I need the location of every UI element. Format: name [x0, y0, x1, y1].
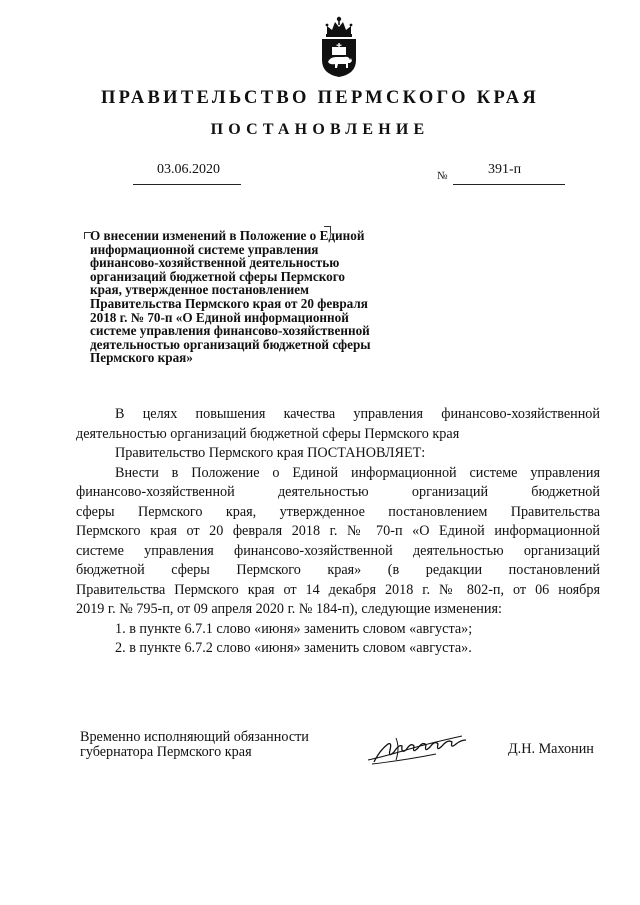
subject-line: информационной системе управления	[90, 241, 319, 257]
body-line: сферы Пермского края, утвержденное постановлением Правительства	[76, 503, 600, 520]
signatory-role	[80, 730, 309, 760]
signatory-role-line: губернатора Пермского края	[80, 744, 252, 760]
signatory-role-line: Временно исполняющий обязанности	[80, 729, 309, 745]
body-line: системе управления финансово-хозяйственной деятельностью организаций	[76, 542, 600, 559]
body-line: Правительства Пермского края от 14 декабря 2018 г. № 802-п, от 06 ноября	[76, 581, 600, 598]
document-subject	[90, 229, 430, 365]
document-date: 03.06.2020	[157, 162, 220, 177]
subject-line: О внесении изменений в Положение о Единой	[90, 228, 365, 243]
body-line: Пермского края от 20 февраля 2018 г. № 70-п «О Единой информационной	[76, 523, 600, 539]
body-line: деятельностью организаций бюджетной сферы Пермского края	[76, 425, 460, 442]
handwritten-signature-icon	[366, 732, 470, 766]
subject-line: края, утвержденное постановлением	[90, 282, 310, 298]
subject-line: 2018 г. № 70-п «О Единой информационной	[90, 309, 349, 325]
document-type: ПОСТАНОВЛЕНИЕ	[210, 121, 430, 138]
body-line: бюджетной сферы Пермского края» (в редакции постановлений	[76, 562, 600, 578]
coat-of-arms-icon	[318, 14, 360, 78]
date-field	[133, 162, 241, 185]
document-body	[76, 405, 600, 659]
subject-line: организаций бюджетной сферы Пермского	[90, 268, 346, 284]
body-line: 1. в пункте 6.7.1 слово «июня» заменить словом «августа»;	[115, 620, 473, 637]
body-line: финансово-хозяйственной деятельностью организаций бюджетной	[76, 484, 600, 500]
government-title: ПРАВИТЕЛЬСТВО ПЕРМСКОГО КРАЯ	[100, 88, 540, 108]
number-sign: №	[437, 170, 448, 182]
subject-line: системе управления финансово-хозяйственной	[90, 323, 370, 339]
subject-line: Пермского края»	[90, 350, 193, 366]
number-field	[453, 162, 565, 185]
subject-line: деятельностью организаций бюджетной сферы	[90, 336, 371, 352]
signatory-name: Д.Н. Махонин	[508, 741, 594, 757]
body-line: 2019 г. № 795-п, от 09 апреля 2020 г. № 184-п), следующие изменения:	[76, 601, 502, 617]
body-line: В целях повышения качества управления финансово-хозяйственной	[115, 406, 600, 422]
body-line: Внести в Положение о Единой информационной системе управления	[115, 464, 600, 481]
body-line: Правительство Пермского края ПОСТАНОВЛЯЕТ:	[115, 445, 426, 461]
body-line: 2. в пункте 6.7.2 слово «июня» заменить словом «августа».	[115, 640, 472, 656]
subject-line: Правительства Пермского края от 20 февраля	[90, 295, 368, 311]
subject-line: финансово-хозяйственной деятельностью	[90, 255, 340, 271]
document-number: 391-п	[488, 162, 522, 177]
